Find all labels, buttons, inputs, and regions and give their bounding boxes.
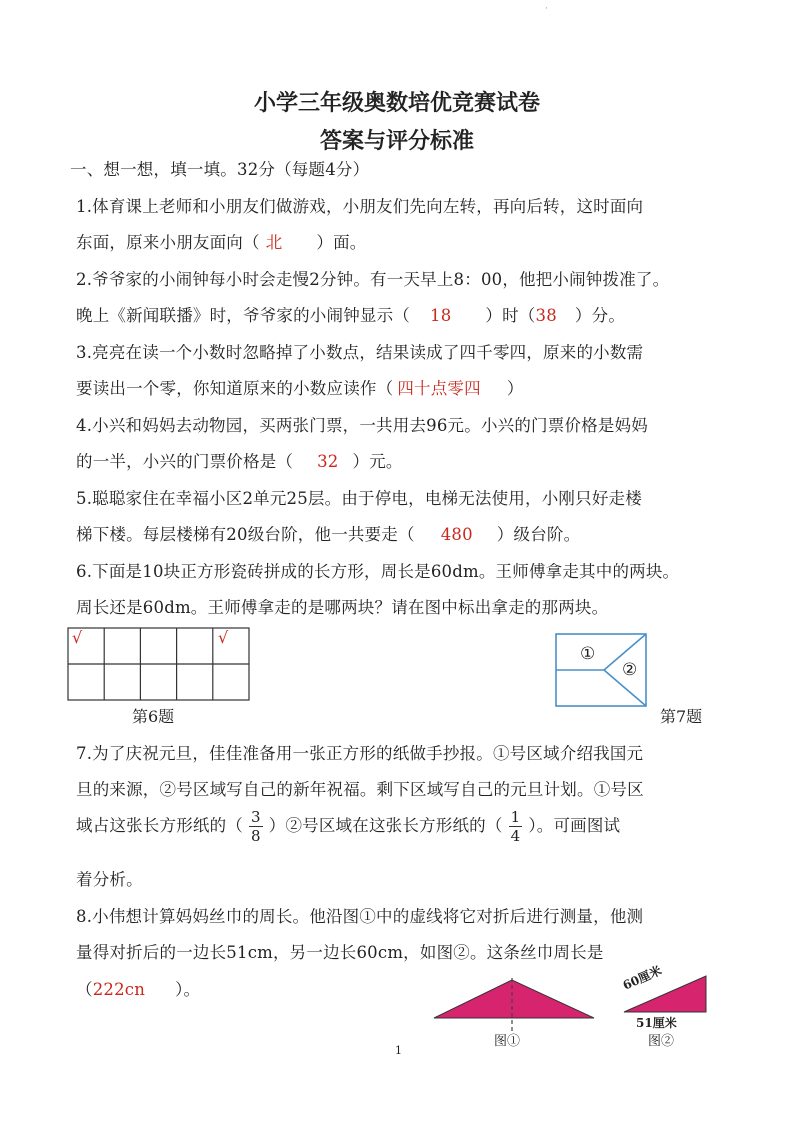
q2-answer-hour: 18	[430, 306, 452, 325]
q7-text-pre: 域占这张长方形纸的（	[76, 816, 243, 835]
page-number: 1	[395, 1044, 402, 1057]
q1-line2	[76, 229, 367, 253]
q7-fraction-1-denominator: 8	[251, 827, 261, 845]
q6-line1: 6.下面是10块正方形瓷砖拼成的长方形，周长是60dm。王师傅拿走其中的两块。	[76, 562, 680, 581]
q7-fraction-2	[509, 808, 523, 845]
q2-line2	[76, 302, 625, 326]
q3-line2	[76, 375, 524, 399]
q1-text-post: ）面。	[316, 233, 367, 252]
q6-check-mark-left: √	[72, 628, 83, 647]
q7-line1: 7.为了庆祝元旦，佳佳准备用一张正方形的纸做手抄报。①号区域介绍我国元	[76, 744, 644, 763]
q8-answer: 222cn	[92, 980, 146, 999]
document-subtitle: 答案与评分标准	[319, 128, 474, 154]
document-title: 小学三年级奥数培优竞赛试卷	[253, 90, 540, 116]
q4-text-pre: 的一半，小兴的门票价格是（	[76, 452, 294, 471]
q7-line2: 旦的来源，②号区域写自己的新年祝福。剩下区域写自己的元旦计划。①号区	[76, 780, 644, 799]
q4-text-post: ）元。	[352, 452, 403, 471]
q7-fraction-1-numerator: 3	[251, 808, 261, 826]
q6-line2: 周长还是60dm。王师傅拿走的是哪两块？请在图中标出拿走的那两块。	[76, 598, 609, 617]
q8-line2: 量得对折后的一边长51cm，另一边长60cm，如图②。这条丝巾周长是	[76, 943, 604, 962]
q8-text-pre: （	[76, 980, 93, 999]
q2-line1: 2.爷爷家的小闹钟每小时会走慢2分钟。有一天早上8：00，他把小闹钟拨准了。	[76, 270, 670, 289]
q7-text-post: ）。可画图试	[528, 816, 621, 835]
q3-text-post: ）	[506, 379, 524, 398]
q7-fraction-2-numerator: 1	[510, 808, 521, 826]
q2-text-pre: 晚上《新闻联播》时，爷爷家的小闹钟显示（	[76, 306, 410, 325]
q1-answer: 北	[265, 233, 283, 252]
q2-text-post: ）分。	[574, 306, 626, 325]
q7-region-2-label: ②	[622, 660, 638, 680]
q7-line3	[76, 808, 620, 845]
q6-caption: 第6题	[132, 707, 175, 726]
q4-answer: 32	[317, 452, 339, 471]
section-heading: 一、想一想，填一填。32分（每题4分）	[70, 160, 370, 179]
q2-text-mid: ）时（	[485, 306, 536, 325]
q8-side-b-label: 51厘米	[636, 1016, 677, 1030]
q8-figure-1-label: 图①	[494, 1034, 521, 1049]
q8-side-a-label: 60厘米	[620, 963, 664, 993]
scarf-triangle	[434, 980, 594, 1018]
q7-fraction-1	[249, 808, 263, 845]
q8-text-post: ）。	[175, 980, 201, 999]
q7-caption: 第7题	[660, 707, 703, 726]
top-dot-mark: ·	[545, 4, 548, 14]
q8-figure-2-label: 图②	[648, 1034, 675, 1049]
q8-line1: 8.小伟想计算妈妈丝巾的周长。他沿图①中的虚线将它对折后进行测量，他测	[76, 907, 644, 926]
q8-line3	[76, 976, 200, 1000]
q7-line4: 着分析。	[76, 870, 143, 889]
q3-text-pre: 要读出一个零，你知道原来的小数应读作（	[76, 379, 394, 398]
q1-text-pre: 东面，原来小朋友面向（	[76, 233, 260, 252]
q1-line1: 1.体育课上老师和小朋友们做游戏，小朋友们先向左转，再向后转，这时面向	[76, 197, 644, 216]
q5-answer: 480	[440, 525, 473, 544]
q7-region-1-label: ①	[580, 644, 596, 664]
q2-answer-minute: 38	[535, 306, 557, 325]
q6-check-mark-right: √	[218, 628, 229, 647]
q4-line2	[76, 448, 403, 472]
q7-fraction-2-denominator: 4	[510, 827, 521, 845]
q7-text-mid: ）②号区域在这张长方形纸的（	[268, 816, 503, 835]
q5-line1: 5.聪聪家住在幸福小区2单元25层。由于停电，电梯无法使用，小刚只好走楼	[76, 489, 642, 508]
q5-text-pre: 梯下楼。每层楼梯有20级台阶，他一共要走（	[76, 525, 415, 544]
q3-line1: 3.亮亮在读一个小数时忽略掉了小数点，结果读成了四千零四，原来的小数需	[76, 343, 644, 362]
q5-text-post: ）级台阶。	[496, 525, 581, 544]
q4-line1: 4.小兴和妈妈去动物园，买两张门票，一共用去96元。小兴的门票价格是妈妈	[76, 416, 648, 435]
q3-answer: 四十点零四	[397, 379, 481, 398]
q5-line2	[76, 521, 580, 545]
